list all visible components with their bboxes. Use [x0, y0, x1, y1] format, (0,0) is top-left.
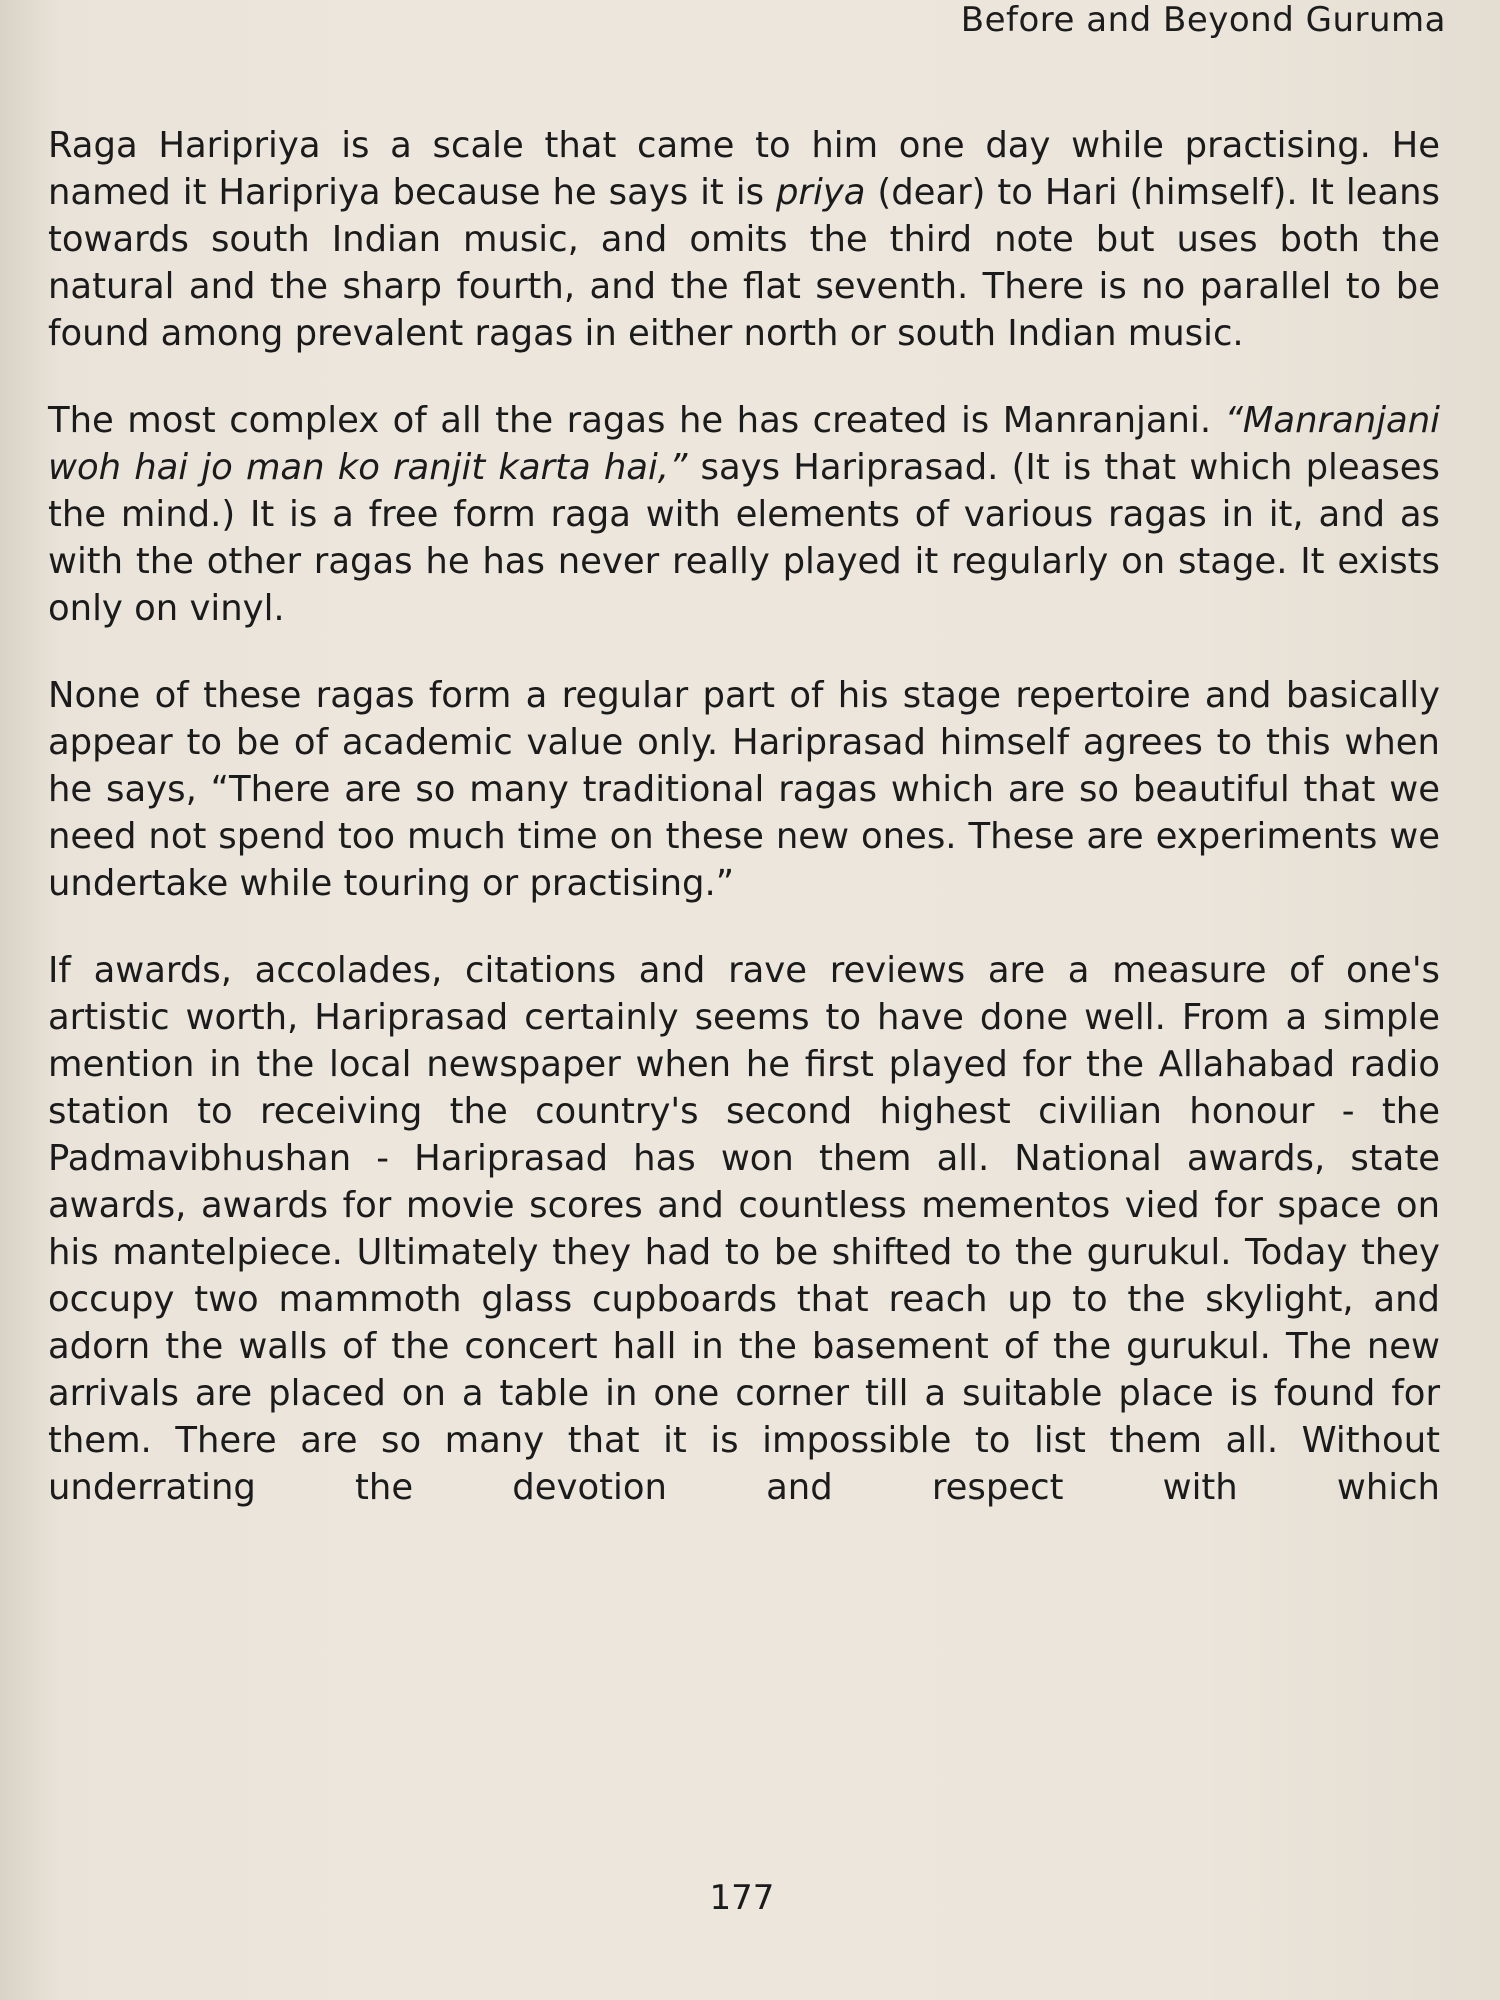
paragraph-text: The most complex of all the ragas he has created is Manranjani. [48, 400, 1225, 441]
paragraph-text: says Hariprasad. (It is that which pleases the mind.) It is a free form raga with elements of various ragas in it, and as with the other ragas he has never really played it regularly on stage. It exists only on vinyl. [48, 447, 1440, 629]
paragraph-text: If awards, accolades, citations and rave reviews are a measure of one's artistic worth, Hariprasad certainly seems to have done well. From a simple mention in the local newspaper when he first played for the Allahabad radio station to receiving the country's second highest civilian honour - the Padmavibhushan - Hariprasad has won them all. National awards, state awards, awards for movie scores and countless mementos vied for space on his mantelpiece. Ultimately they had to be shifted to the gurukul. Today they occupy two mammoth glass cupboards that reach up to the skylight, and adorn the walls of the concert hall in the basement of the gurukul. The new arrivals are placed on a table in one corner till a suitable place is found for them. There are so many that it is impossible to list them all. Without underrating the devotion and respect with which [48, 950, 1440, 1508]
running-header: Before and Beyond Guruma [960, 0, 1446, 40]
paragraph-haripriya [48, 122, 1440, 357]
page-number: 177 [709, 1878, 775, 1918]
italic-term: priya [775, 172, 866, 213]
body-text [48, 122, 1440, 1551]
paragraph-awards [48, 947, 1440, 1511]
paragraph-text: Raga Haripriya is a scale that came to him one day while practising. He named it Haripriya because he says it is [48, 125, 1440, 213]
paragraph-manranjani [48, 397, 1440, 632]
paragraph-text: (dear) to Hari (himself). It leans towards south Indian music, and omits the third note but uses both the natural and the sharp fourth, and the flat seventh. There is no parallel to be found among prevalent ragas in either north or south Indian music. [48, 172, 1440, 354]
paragraph-text: None of these ragas form a regular part of his stage repertoire and basically appear to be of academic value only. Hariprasad himself agrees to this when he says, “There are so many traditional ragas which are so beautiful that we need not spend too much time on these new ones. These are experiments we undertake while touring or practising.” [48, 675, 1440, 904]
paragraph-stage-repertoire [48, 672, 1440, 907]
italic-quote: “Manranjani woh hai jo man ko ranjit karta hai,” [48, 400, 1440, 488]
